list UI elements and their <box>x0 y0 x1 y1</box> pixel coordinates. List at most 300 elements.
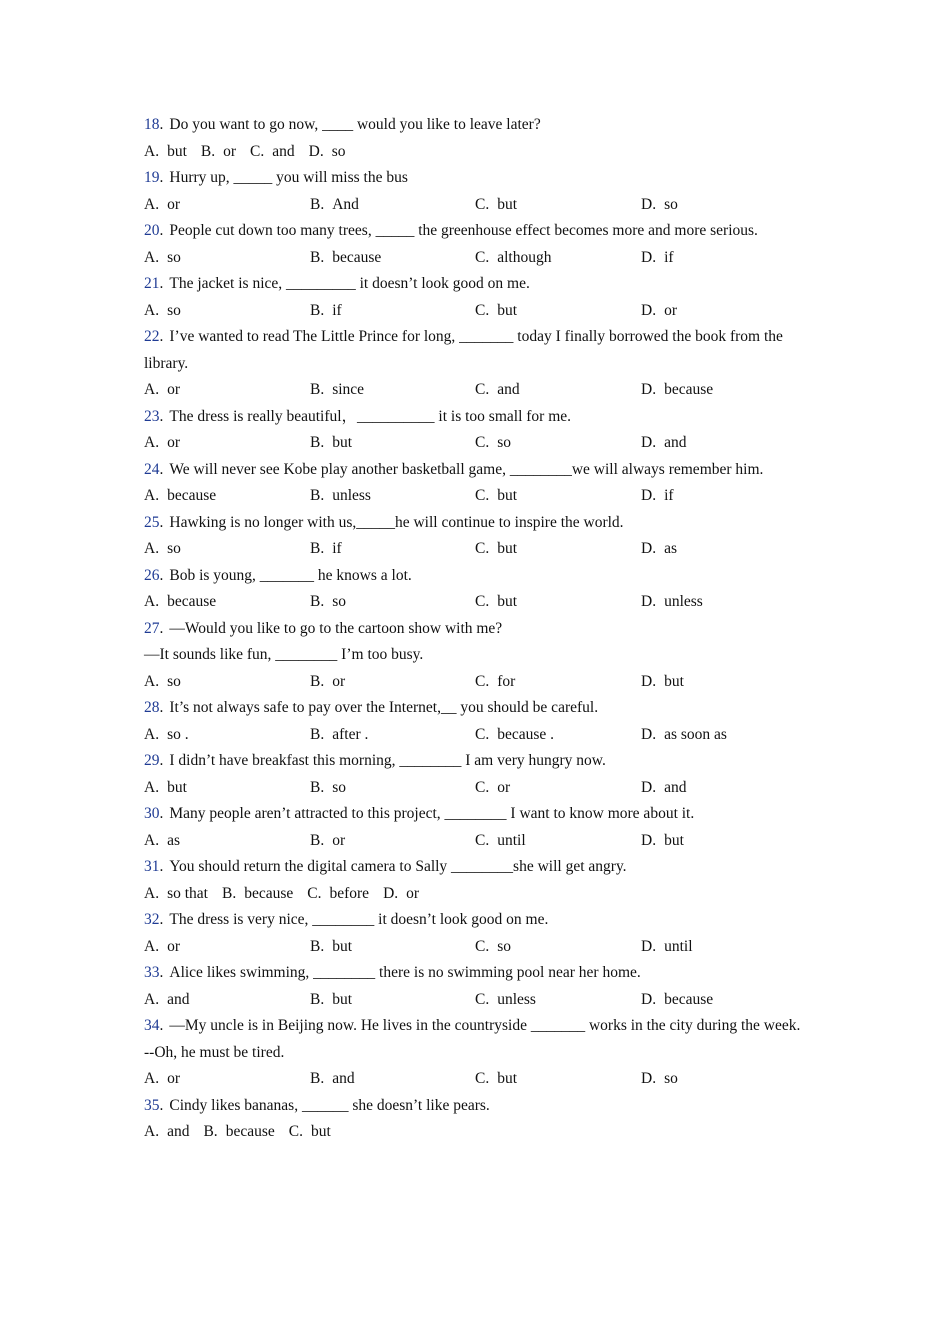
question-number: 18 <box>144 116 160 133</box>
question-35 <box>144 1093 804 1146</box>
option-text: but <box>664 672 684 690</box>
question-number-separator: . <box>159 275 164 292</box>
option-letter: A. <box>144 540 160 557</box>
option-d[interactable] <box>641 775 686 802</box>
question-text: It’s not always safe to pay over the Internet,__ you should be careful. <box>169 699 599 716</box>
option-letter: A. <box>144 778 160 796</box>
option-text: so <box>332 778 347 796</box>
question-stem <box>144 510 804 537</box>
option-letter: A. <box>144 1123 160 1140</box>
question-stem <box>144 165 804 192</box>
question-text: Cindy likes bananas, ______ she doesn’t like pears. <box>169 1096 490 1114</box>
option-letter: B. <box>310 1070 325 1087</box>
option-b[interactable] <box>310 669 345 696</box>
option-text: or <box>167 195 180 213</box>
answer-options <box>144 430 804 457</box>
option-text: because <box>664 381 714 398</box>
option-text: but <box>497 593 518 610</box>
option-text: because <box>332 248 382 266</box>
question-19 <box>144 165 804 218</box>
answer-options <box>144 881 804 908</box>
question-number-separator: . <box>159 1096 164 1114</box>
question-number-separator: . <box>159 407 164 425</box>
option-letter: C. <box>475 990 490 1008</box>
option-text: or <box>406 884 420 902</box>
option-a[interactable] <box>144 192 180 219</box>
answer-options <box>144 1119 804 1146</box>
option-letter: B. <box>310 937 325 955</box>
option-letter: C. <box>250 142 265 160</box>
question-number-separator: . <box>159 116 164 133</box>
answer-options <box>144 669 804 696</box>
question-23 <box>144 404 804 457</box>
question-26 <box>144 563 804 616</box>
option-letter: A. <box>144 672 160 690</box>
question-stem <box>144 457 804 484</box>
question-20 <box>144 218 804 271</box>
option-text: because <box>664 990 714 1008</box>
question-27 <box>144 616 804 696</box>
option-a[interactable] <box>144 245 181 272</box>
option-b[interactable] <box>201 143 236 160</box>
option-letter: B. <box>310 381 325 398</box>
option-a[interactable] <box>144 669 181 696</box>
option-letter: D. <box>641 1070 657 1087</box>
option-text: because . <box>497 725 555 743</box>
option-text: unless <box>664 593 703 610</box>
question-stem <box>144 854 804 881</box>
option-letter: B. <box>200 142 216 160</box>
option-text: and <box>664 778 687 796</box>
option-text: unless <box>332 487 371 504</box>
option-b[interactable] <box>222 885 293 902</box>
option-letter: A. <box>144 434 160 451</box>
answer-options <box>144 298 804 325</box>
question-text: I didn’t have breakfast this morning, ________ I am very hungry now. <box>169 752 606 769</box>
option-d[interactable] <box>641 536 677 563</box>
option-text: and <box>332 1070 355 1087</box>
option-c[interactable] <box>475 669 515 696</box>
option-text: And <box>332 195 359 213</box>
question-text: Hawking is no longer with us,_____he will continue to inspire the world. <box>169 513 624 531</box>
option-d[interactable] <box>641 377 713 404</box>
answer-options <box>144 483 804 510</box>
option-text: and <box>497 381 520 398</box>
option-letter: D. <box>641 540 657 557</box>
option-d[interactable] <box>641 987 713 1014</box>
option-a[interactable] <box>144 143 187 160</box>
answer-options <box>144 1066 804 1093</box>
question-number-separator: . <box>159 1017 164 1034</box>
option-letter: B. <box>310 248 325 266</box>
option-b[interactable] <box>310 377 364 404</box>
answer-options <box>144 245 804 272</box>
option-text: or <box>167 381 180 398</box>
option-letter: D. <box>641 301 657 319</box>
option-b[interactable] <box>310 828 345 855</box>
option-letter: D. <box>641 487 657 504</box>
question-text: We will never see Kobe play another basketball game, ________we will always remember him. <box>169 460 764 478</box>
question-number-separator: . <box>159 566 164 584</box>
option-d[interactable] <box>641 589 703 616</box>
option-d[interactable] <box>641 298 677 325</box>
option-c[interactable] <box>289 1123 331 1140</box>
question-stem <box>144 748 804 775</box>
option-d[interactable] <box>383 885 419 902</box>
option-text: but <box>497 487 518 504</box>
option-text: so <box>331 142 346 160</box>
question-stem <box>144 218 804 245</box>
option-letter: A. <box>144 142 160 160</box>
option-b[interactable] <box>310 987 352 1014</box>
option-letter: C. <box>475 248 490 266</box>
question-stem <box>144 563 804 590</box>
option-letter: C. <box>475 725 490 743</box>
option-a[interactable] <box>144 589 216 616</box>
option-text: because <box>244 884 294 902</box>
option-letter: A. <box>144 195 160 213</box>
option-text: or <box>167 937 180 955</box>
question-number: 28 <box>144 699 160 716</box>
option-text: so <box>167 672 181 690</box>
question-text: The jacket is nice, _________ it doesn’t look good on me. <box>169 275 530 292</box>
question-number: 30 <box>144 805 160 822</box>
option-text: but <box>310 1123 331 1140</box>
option-letter: A. <box>144 301 160 319</box>
option-b[interactable] <box>310 722 368 749</box>
option-letter: B. <box>203 1123 218 1140</box>
option-letter: D. <box>641 937 657 955</box>
option-text: but <box>497 540 518 557</box>
option-d[interactable] <box>641 669 684 696</box>
option-d[interactable] <box>641 430 686 457</box>
option-a[interactable] <box>144 430 180 457</box>
option-c[interactable] <box>475 987 536 1014</box>
option-text: so <box>167 540 181 557</box>
option-a[interactable] <box>144 934 180 961</box>
option-text: until <box>664 937 693 955</box>
option-text: and <box>167 1123 190 1140</box>
question-30 <box>144 801 804 854</box>
answer-options <box>144 589 804 616</box>
option-c[interactable] <box>250 143 295 160</box>
option-letter: B. <box>310 434 325 451</box>
option-text: but <box>332 937 353 955</box>
option-letter: D. <box>641 593 657 610</box>
question-22 <box>144 324 804 404</box>
option-b[interactable] <box>310 775 346 802</box>
option-letter: A. <box>144 990 160 1008</box>
option-letter: C. <box>475 301 490 319</box>
question-number-separator: . <box>159 460 164 478</box>
option-c[interactable] <box>475 377 520 404</box>
question-stem <box>144 907 804 934</box>
option-letter: C. <box>475 593 490 610</box>
option-letter: D. <box>641 725 657 743</box>
dialogue-line: --Oh, he must be tired. <box>144 1043 285 1061</box>
question-number: 31 <box>144 858 160 875</box>
option-b[interactable] <box>310 192 359 219</box>
question-number: 32 <box>144 911 160 928</box>
option-a[interactable] <box>144 1066 180 1093</box>
option-text: and <box>664 434 687 451</box>
question-31 <box>144 854 804 907</box>
option-d[interactable] <box>641 828 684 855</box>
answer-options <box>144 377 804 404</box>
option-text: although <box>497 248 552 266</box>
option-a[interactable] <box>144 377 180 404</box>
option-text: for <box>497 672 516 690</box>
option-text: because <box>167 593 217 610</box>
question-number: 20 <box>144 222 160 239</box>
option-b[interactable] <box>310 298 342 325</box>
question-number: 35 <box>144 1096 160 1114</box>
option-text: but <box>497 301 518 319</box>
question-number-separator: . <box>159 805 164 822</box>
option-text: so that <box>167 884 208 902</box>
option-text: if <box>332 540 342 557</box>
option-text: but <box>167 778 187 796</box>
question-32 <box>144 907 804 960</box>
question-number: 24 <box>144 460 160 478</box>
question-text: The dress is very nice, ________ it doesn’t look good on me. <box>169 911 549 928</box>
question-number-separator: . <box>159 911 164 928</box>
option-text: or <box>332 831 346 849</box>
option-letter: C. <box>475 540 490 557</box>
question-number: 25 <box>144 513 160 531</box>
option-c[interactable] <box>307 885 369 902</box>
option-letter: A. <box>144 725 160 743</box>
option-letter: D. <box>641 778 657 796</box>
option-text: but <box>332 990 353 1008</box>
question-number-separator: . <box>159 169 164 186</box>
question-number: 22 <box>144 328 160 345</box>
option-letter: C. <box>475 1070 490 1087</box>
option-a[interactable] <box>144 298 181 325</box>
question-number: 21 <box>144 275 160 292</box>
answer-options <box>144 139 804 166</box>
option-text: before <box>329 884 370 902</box>
option-letter: C. <box>475 937 490 955</box>
option-text: but <box>497 1070 518 1087</box>
answer-options <box>144 536 804 563</box>
option-a[interactable] <box>144 722 189 749</box>
option-letter: C. <box>288 1123 303 1140</box>
option-letter: C. <box>475 831 490 849</box>
option-letter: A. <box>144 884 160 902</box>
option-text: but <box>497 195 518 213</box>
option-letter: D. <box>641 381 657 398</box>
option-a[interactable] <box>144 483 216 510</box>
question-24 <box>144 457 804 510</box>
question-text: —My uncle is in Beijing now. He lives in the countryside _______ works in the city during the week. <box>169 1017 801 1034</box>
option-c[interactable] <box>475 1066 517 1093</box>
question-text: I’ve wanted to read The Little Prince for long, _______ today I finally borrowed the book from the library. <box>144 328 783 372</box>
question-number: 26 <box>144 566 160 584</box>
option-text: if <box>664 248 674 266</box>
question-18 <box>144 112 804 165</box>
question-stem <box>144 324 804 377</box>
option-text: but <box>332 434 353 451</box>
document-page <box>144 112 804 1146</box>
option-letter: A. <box>144 381 160 398</box>
option-b[interactable] <box>310 536 342 563</box>
option-d[interactable] <box>641 483 674 510</box>
question-stem <box>144 1093 804 1120</box>
option-letter: A. <box>144 593 160 610</box>
option-b[interactable] <box>310 483 371 510</box>
answer-options <box>144 987 804 1014</box>
option-text: or <box>223 142 237 160</box>
option-b[interactable] <box>310 934 352 961</box>
option-letter: B. <box>310 990 325 1008</box>
option-text: and <box>272 142 295 160</box>
option-d[interactable] <box>641 192 678 219</box>
option-a[interactable] <box>144 828 180 855</box>
answer-options <box>144 192 804 219</box>
option-a[interactable] <box>144 775 187 802</box>
option-letter: C. <box>475 195 490 213</box>
option-a[interactable] <box>144 987 189 1014</box>
question-25 <box>144 510 804 563</box>
option-letter: B. <box>310 487 325 504</box>
option-text: because <box>225 1123 275 1140</box>
option-letter: C. <box>475 487 490 504</box>
question-text: Alice likes swimming, ________ there is no swimming pool near her home. <box>169 964 641 981</box>
option-c[interactable] <box>475 589 517 616</box>
option-letter: B. <box>310 672 325 690</box>
option-letter: A. <box>144 248 160 266</box>
option-text: or <box>332 672 346 690</box>
option-d[interactable] <box>641 934 693 961</box>
option-text: so <box>497 434 512 451</box>
option-c[interactable] <box>475 775 510 802</box>
question-21 <box>144 271 804 324</box>
question-number-separator: . <box>159 328 164 345</box>
option-letter: D. <box>641 434 657 451</box>
question-28 <box>144 695 804 748</box>
option-b[interactable] <box>310 430 352 457</box>
option-letter: B. <box>310 301 325 319</box>
option-text: after . <box>332 725 369 743</box>
option-text: and <box>167 990 190 1008</box>
option-d[interactable] <box>641 1066 678 1093</box>
option-letter: C. <box>475 672 490 690</box>
option-text: so <box>497 937 512 955</box>
option-letter: C. <box>307 884 322 902</box>
option-letter: B. <box>310 778 325 796</box>
option-text: so <box>167 248 181 266</box>
option-text: but <box>664 831 684 849</box>
option-b[interactable] <box>310 1066 355 1093</box>
option-c[interactable] <box>475 192 517 219</box>
option-text: so <box>664 195 678 213</box>
option-letter: B. <box>310 831 325 849</box>
option-text: so . <box>167 725 189 743</box>
option-a[interactable] <box>144 1123 189 1140</box>
answer-options <box>144 722 804 749</box>
question-stem <box>144 695 804 722</box>
question-number-separator: . <box>159 858 164 875</box>
option-letter: A. <box>144 937 160 955</box>
question-text: —Would you like to go to the cartoon show with me? <box>169 619 503 637</box>
answer-options <box>144 828 804 855</box>
option-letter: C. <box>475 778 490 796</box>
option-letter: B. <box>310 195 325 213</box>
question-text: People cut down too many trees, _____ the greenhouse effect becomes more and more serious. <box>169 222 758 239</box>
option-b[interactable] <box>310 589 346 616</box>
option-text: unless <box>497 990 536 1008</box>
question-stem <box>144 112 804 139</box>
question-number: 19 <box>144 169 160 186</box>
option-b[interactable] <box>203 1123 274 1140</box>
question-stem <box>144 960 804 987</box>
option-d[interactable] <box>309 143 346 160</box>
option-text: so <box>664 1070 678 1087</box>
option-d[interactable] <box>641 245 674 272</box>
question-stem <box>144 616 804 643</box>
option-letter: D. <box>641 990 657 1008</box>
dialogue-line: —It sounds like fun, ________ I’m too busy. <box>144 646 424 663</box>
option-c[interactable] <box>475 828 526 855</box>
question-number: 27 <box>144 619 160 637</box>
option-text: as soon as <box>664 725 727 743</box>
question-text: Bob is young, _______ he knows a lot. <box>169 566 412 584</box>
question-text: Many people aren’t attracted to this project, ________ I want to know more about it. <box>169 805 695 822</box>
option-text: if <box>664 487 674 504</box>
option-letter: D. <box>641 672 657 690</box>
question-stem <box>144 801 804 828</box>
option-letter: D. <box>383 884 399 902</box>
option-text: or <box>167 1070 180 1087</box>
question-stem <box>144 404 804 431</box>
option-text: until <box>497 831 526 849</box>
option-letter: C. <box>475 381 490 398</box>
question-number-separator: . <box>159 699 164 716</box>
option-text: if <box>332 301 342 319</box>
question-number: 33 <box>144 964 160 981</box>
option-letter: B. <box>310 540 325 557</box>
option-a[interactable] <box>144 536 181 563</box>
option-b[interactable] <box>310 245 381 272</box>
option-c[interactable] <box>475 722 554 749</box>
question-number: 23 <box>144 407 160 425</box>
question-text: The dress is really beautiful，__________ it is too small for me. <box>169 407 572 425</box>
question-stem <box>144 271 804 298</box>
question-number: 29 <box>144 752 160 769</box>
option-text: so <box>167 301 181 319</box>
option-c[interactable] <box>475 483 517 510</box>
question-text: Hurry up, _____ you will miss the bus <box>169 169 408 186</box>
option-text: as <box>167 831 180 849</box>
option-letter: C. <box>475 434 490 451</box>
option-c[interactable] <box>475 934 511 961</box>
option-text: because <box>167 487 217 504</box>
answer-options <box>144 934 804 961</box>
option-c[interactable] <box>475 298 517 325</box>
option-c[interactable] <box>475 536 517 563</box>
option-d[interactable] <box>641 722 727 749</box>
option-a[interactable] <box>144 885 208 902</box>
option-letter: D. <box>641 195 657 213</box>
option-letter: D. <box>641 248 657 266</box>
option-c[interactable] <box>475 245 551 272</box>
option-text: so <box>332 593 347 610</box>
option-text: or <box>497 778 511 796</box>
option-c[interactable] <box>475 430 511 457</box>
option-letter: A. <box>144 831 160 849</box>
option-letter: A. <box>144 1070 160 1087</box>
